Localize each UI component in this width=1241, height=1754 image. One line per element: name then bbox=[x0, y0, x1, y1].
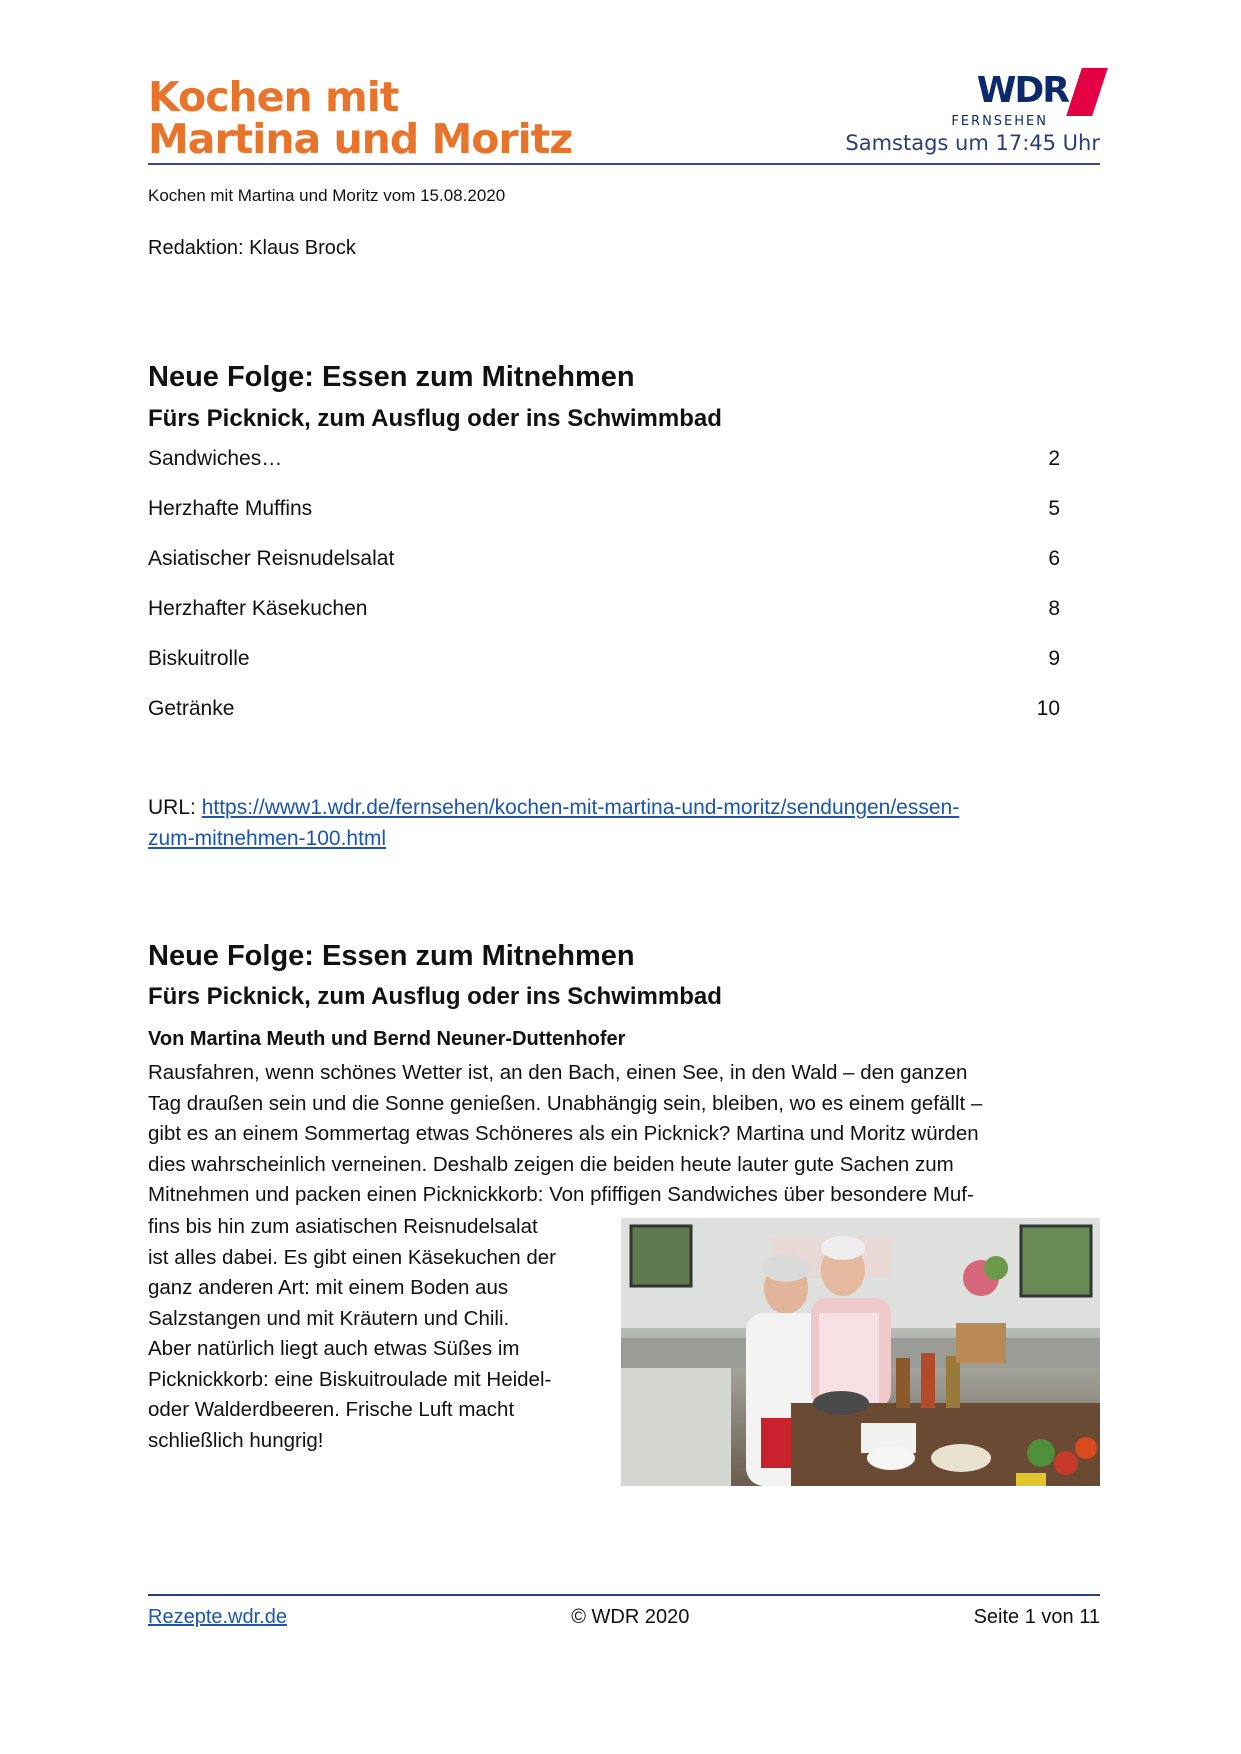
article-line: Aber natürlich liegt auch etwas Süßes im bbox=[148, 1337, 520, 1360]
document-page bbox=[148, 0, 1100, 1754]
footer-divider bbox=[148, 1594, 1100, 1596]
toc-item-label: Getränke bbox=[148, 697, 235, 720]
article-line: gibt es an einem Sommertag etwas Schöneres als ein Picknick? Martina und Moritz würden bbox=[148, 1122, 979, 1145]
toc-item[interactable] bbox=[148, 647, 1060, 697]
footer-page-number: Seite 1 von 11 bbox=[973, 1606, 1100, 1628]
article-line: dies wahrscheinlich verneinen. Deshalb zeigen die beiden heute lauter gute Sachen zum bbox=[148, 1152, 954, 1176]
article-intro bbox=[148, 1058, 1100, 1211]
toc-item-label: Asiatischer Reisnudelsalat bbox=[148, 547, 395, 570]
footer-copyright: © WDR 2020 bbox=[571, 1606, 690, 1628]
toc-item-page: 8 bbox=[1048, 597, 1060, 620]
brand-line-1: Kochen mit bbox=[148, 73, 399, 121]
article-wrap-text bbox=[148, 1212, 608, 1456]
url-block bbox=[148, 792, 1098, 854]
toc-subtitle: Fürs Picknick, zum Ausflug oder ins Schwimmbad bbox=[148, 405, 722, 432]
article-line: Tag draußen sein und die Sonne genießen. Unabhängig sein, bleiben, wo es einem gefällt – bbox=[148, 1091, 983, 1115]
toc-item-page: 2 bbox=[1048, 447, 1060, 470]
article-line: Mitnehmen und packen einen Picknickkorb: Von pfiffigen Sandwiches über besondere Muf- bbox=[148, 1183, 974, 1206]
editor-line: Redaktion: Klaus Brock bbox=[148, 237, 356, 259]
article-line: schließlich hungrig! bbox=[148, 1428, 324, 1452]
toc-item-page: 10 bbox=[1036, 697, 1060, 720]
wdr-logo-sub: FERNSEHEN bbox=[951, 114, 1048, 129]
article-line: ganz anderen Art: mit einem Boden aus bbox=[148, 1276, 509, 1299]
wdr-logo-text: WDR bbox=[976, 70, 1068, 111]
url-label: URL: bbox=[148, 796, 202, 819]
toc-item-label: Sandwiches… bbox=[148, 447, 283, 470]
wdr-stripe-icon bbox=[1066, 68, 1108, 116]
article-line: fins bis hin zum asiatischen Reisnudelsalat bbox=[148, 1215, 538, 1238]
wdr-mark bbox=[845, 68, 1100, 120]
toc-item-label: Herzhafter Käsekuchen bbox=[148, 597, 368, 620]
article-byline: Von Martina Meuth und Bernd Neuner-Duttenhofer bbox=[148, 1028, 626, 1050]
table-of-contents bbox=[148, 447, 1060, 747]
episode-url-link[interactable]: https://www1.wdr.de/fernsehen/kochen-mit-martina-und-moritz/sendungen/essen- zum-mitnehmen-100.html bbox=[148, 796, 960, 850]
article-line: Salzstangen und mit Kräutern und Chili. bbox=[148, 1306, 510, 1330]
toc-item[interactable] bbox=[148, 447, 1060, 497]
toc-item-page: 9 bbox=[1048, 647, 1060, 670]
toc-item-label: Biskuitrolle bbox=[148, 647, 250, 670]
toc-item-page: 5 bbox=[1048, 497, 1060, 520]
toc-item[interactable] bbox=[148, 497, 1060, 547]
article-line: oder Walderdbeeren. Frische Luft macht bbox=[148, 1398, 515, 1421]
footer-link[interactable]: Rezepte.wdr.de bbox=[148, 1606, 287, 1628]
episode-line: Kochen mit Martina und Moritz vom 15.08.2020 bbox=[148, 186, 506, 205]
show-logo bbox=[148, 73, 573, 163]
toc-item[interactable] bbox=[148, 597, 1060, 647]
article-line: ist alles dabei. Es gibt einen Käsekuchen der bbox=[148, 1245, 556, 1269]
article-subtitle: Fürs Picknick, zum Ausflug oder ins Schwimmbad bbox=[148, 983, 722, 1010]
article-line: Picknickkorb: eine Biskuitroulade mit Heidel- bbox=[148, 1367, 552, 1391]
toc-title: Neue Folge: Essen zum Mitnehmen bbox=[148, 361, 635, 393]
kitchen-photo bbox=[621, 1218, 1100, 1486]
wdr-logo bbox=[845, 68, 1100, 155]
brand-line-2: Martina und Moritz bbox=[148, 115, 573, 163]
page-footer bbox=[148, 1606, 1100, 1629]
toc-item-page: 6 bbox=[1048, 547, 1060, 570]
toc-item[interactable] bbox=[148, 697, 1060, 747]
header-divider bbox=[148, 163, 1100, 165]
article-line: Rausfahren, wenn schönes Wetter ist, an den Bach, einen See, in den Wald – den ganzen bbox=[148, 1061, 968, 1084]
article-title: Neue Folge: Essen zum Mitnehmen bbox=[148, 940, 635, 972]
toc-item[interactable] bbox=[148, 547, 1060, 597]
broadcast-schedule: Samstags um 17:45 Uhr bbox=[845, 131, 1100, 155]
toc-item-label: Herzhafte Muffins bbox=[148, 497, 313, 520]
